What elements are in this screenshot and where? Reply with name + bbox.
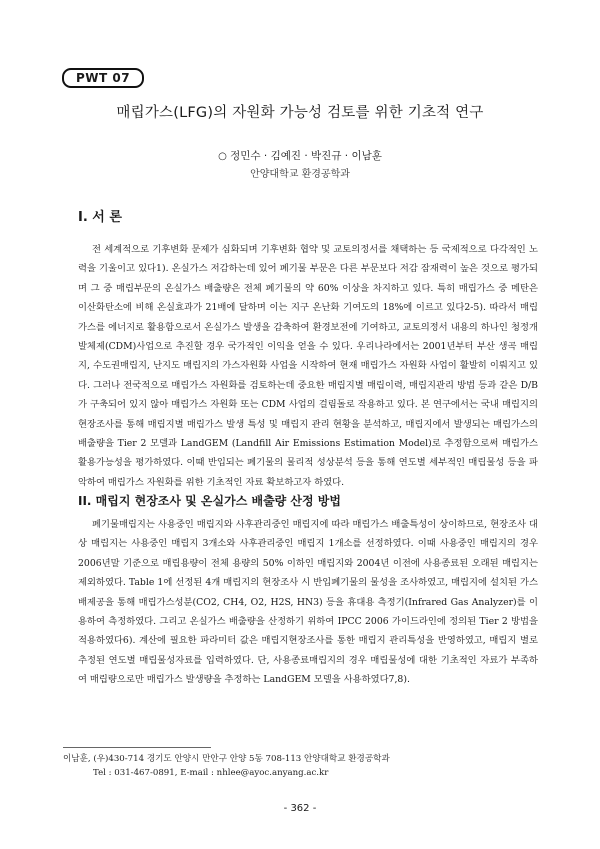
paragraph-methods: 폐기물매립지는 사용중인 매립지와 사후관리중인 매립지에 따라 매립가스 배출특성이 상이하므로, 현장조사 대상 매립지는 사용중인 매립지 3개소와 사후관리중인 매립지 1개소를 선정하였다. 이때 사용중인 매립지의 경우 2006년말 기준으로 매립용량이 전체 용량의 50% 이하인 매립지와 2004년 이전에 사용종료된 오래된 매립지는 제외하였다. Table 1에 선정된 4개 매립지의 현장조사 시 반입폐기물의 물성을 조사하였고, 매립지에 설치된 가스배제공을 통해 매립가스성분(CO2, CH4, O2, H2S, HN3) 등을 휴대용 측정기(Infrared Gas Analyzer)를 이용하여 측정하였다. 그리고 온실가스 배출량을 산정하기 위하여 IPCC 2006 가이드라인에 정의된 Tier 2 방법을 적용하였다6). 계산에 필요한 파라미터 값은 매립지현장조사를 통한 매립지 관리특성을 반영하였고, 매립지 별로 추정된 연도별 매립물성자료를 입력하였다. 단, 사용종료매립지의 경우 매립물성에 대한 기초적인 자료가 부족하여 매립량으로만 매립가스 발생량을 추정하는 LandGEM 모델을 사용하였다7,8). (78, 519, 538, 686)
page-number: - 362 - (283, 803, 317, 814)
section-heading-methods: II. 매립지 현장조사 및 온실가스 배출량 산정 방법 (78, 494, 341, 508)
footnote-divider (63, 747, 211, 748)
footnote-contact: Tel : 031-467-0891, E-mail : nhlee@ayoc.anyang.ac.kr (93, 768, 329, 778)
session-badge: PWT 07 (62, 68, 144, 88)
presenter-mark: ○ (218, 151, 227, 162)
paragraph-introduction: 전 세계적으로 기후변화 문제가 심화되며 기후변화 협약 및 교토의정서를 채택하는 등 국제적으로 다각적인 노력을 기울이고 있다1). 온실가스 저감하는데 있어 폐기물 부문은 다른 부문보다 저감 잠재력이 높은 것으로 평가되며 그 중 매립부문의 온실가스 배출량은 전체 폐기물의 약 60% 이상을 차지하고 있다. 특히 매립가스 중 메탄은 이산화탄소에 비해 온실효과가 21배에 달하며 이는 지구 온난화 기여도의 18%에 이르고 있다2-5). 따라서 매립가스를 에너지로 활용함으로서 온실가스 발생을 감축하여 환경보전에 기여하고, 교토의정서 내용의 하나인 청정개발체제(CDM)사업으로 추진할 경우 국가적인 이익을 얻을 수 있다. 우리나라에서는 2001년부터 부산 생곡 매립지, 수도권매립지, 난지도 매립지의 가스자원화 사업을 시작하여 현재 매립가스 자원화 사업이 활발히 이뤄지고 있다. 그러나 전국적으로 매립가스 자원화를 검토하는데 중요한 매립지별 매립이력, 매립지관리 방법 등과 같은 D/B가 구축되어 있지 않아 매립가스 자원화 또는 CDM 사업의 걸림돌로 작용하고 있다. 본 연구에서는 국내 매립지의 현장조사를 통해 매립지별 매립가스 발생 특성 및 매립지 관리 현황을 분석하고, 매립지에서 발생되는 매립가스의 배출량을 Tier 2 모델과 LandGEM (Landfill Air Emissions Estimation Model)로 추정함으로써 매립가스 활용가능성을 평가하였다. 이때 반입되는 폐기물의 물리적 성상분석 등을 통해 연도별 세부적인 매립물성 등을 파악하여 매립가스 자원화를 위한 기초적인 자료 확보하고자 하였다. (78, 244, 538, 488)
author-names: 정민수 · 김예진 · 박진규 · 이남훈 (230, 150, 382, 162)
author-line (0, 148, 600, 163)
affiliation: 안양대학교 환경공학과 (250, 169, 350, 180)
paper-title: 매립가스(LFG)의 자원화 가능성 검토를 위한 기초적 연구 (116, 105, 484, 121)
footnote (63, 752, 390, 780)
section-heading-introduction: I. 서 론 (78, 210, 122, 225)
footnote-address: 이남훈, (우)430-714 경기도 안양시 만안구 안양 5동 708-113 안양대학교 환경공학과 (63, 754, 390, 764)
